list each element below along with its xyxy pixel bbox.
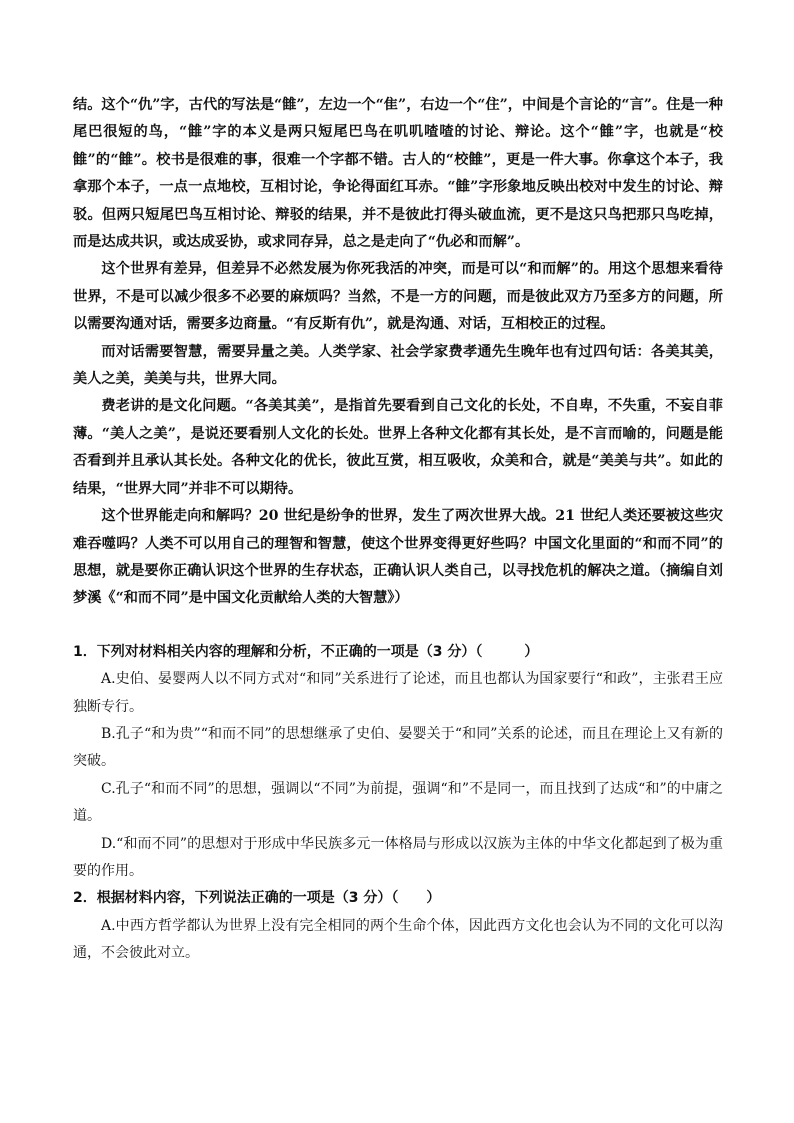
question-1-option-c: C.孔子“和而不同”的思想，强调以“不同”为前提，强调“和”不是同一，而且找到了达成“和”的中庸之道。 <box>73 780 723 825</box>
question-2-option-a: A.中西方哲学都认为世界上没有完全相同的两个生命个体，因此西方文化也会认为不同的文化可以沟通，不会彼此对立。 <box>73 917 723 962</box>
question-1 <box>73 639 723 886</box>
section-spacer <box>73 613 723 639</box>
passage-paragraph-2: 这个世界有差异，但差异不必然发展为你死我活的冲突，而是可以“和而解”的。用这个思想来看待世界，不是可以减少很多不必要的麻烦吗？当然，不是一方的问题，而是彼此双方乃至多方的问题，所以需要沟通对话，需要多边商量。“有反斯有仇”，就是沟通、对话，互相校正的过程。 <box>73 261 723 333</box>
question-1-option-b: B.孔子“和为贵”“和而不同”的思想继承了史伯、晏婴关于“和同”关系的论述，而且在理论上又有新的突破。 <box>73 725 723 770</box>
passage-paragraph-3: 而对话需要智慧，需要异量之美。人类学家、社会学家费孝通先生晚年也有过四句话：各美其美，美人之美，美美与共，世界大同。 <box>73 343 723 388</box>
passage-paragraph-1: 结。这个“仇”字，古代的写法是“雔”，左边一个“隹”，右边一个“住”，中间是个言论的“言”。住是一种尾巴很短的鸟，“雔”字的本义是两只短尾巴鸟在叽叽喳喳的讨论、辩论。这个“雔”字，也就是“校雔”的“雔”。校书是很难的事，很难一个字都不错。古人的“校雔”，更是一件大事。你拿这个本子，我拿那个本子，一点一点地校，互相讨论，争论得面红耳赤。“雔”字形象地反映出校对中发生的讨论、辩驳。但两只短尾巴鸟互相讨论、辩驳的结果，并不是彼此打得头破血流，更不是这只鸟把那只鸟吃掉，而是达成共识，或达成妥协，或求同存异，总之是走向了“仇必和而解”。 <box>73 97 723 251</box>
passage-paragraph-5: 这个世界能走向和解吗？20 世纪是纷争的世界，发生了两次世界大战。21 世纪人类还要被这些灾难吞噬吗？人类不可以用自己的理智和智慧，使这个世界变得更好些吗？中国文化里面的“和而不同”的思想，就是要你正确认识这个世界的生存状态，正确认识人类自己，以寻找危机的解决之道。（摘编自刘梦溪《“和而不同”是中国文化贡献给人类的大智慧》） <box>73 508 723 607</box>
question-1-stem: 1．下列对材料相关内容的理解和分析，不正确的一项是（3 分）（ ） <box>73 643 539 660</box>
question-1-option-d: D.“和而不同”的思想对于形成中华民族多元一体格局与形成以汉族为主体的中华文化都起到了极为重要的作用。 <box>73 835 723 879</box>
passage-paragraph-4: 费老讲的是文化问题。“各美其美”，是指首先要看到自己文化的长处，不自卑，不失重，不妄自菲薄。“美人之美”，是说还要看别人文化的长处。世界上各种文化都有其长处，是不言而喻的，问题是能否看到并且承认其长处。各种文化的优长，彼此互赏，相互吸收，众美和合，就是“美美与共”。如此的结果，“世界大同”并非不可以期待。 <box>73 398 723 497</box>
question-2 <box>73 885 723 967</box>
question-1-option-a: A.史伯、晏婴两人以不同方式对“和同”关系进行了论述，而且也都认为国家要行“和政”，主张君王应独断专行。 <box>73 671 723 715</box>
reading-passage <box>73 92 723 613</box>
exam-page <box>73 92 723 968</box>
question-2-stem: 2．根据材料内容，下列说法正确的一项是（3 分）（ ） <box>73 890 441 907</box>
